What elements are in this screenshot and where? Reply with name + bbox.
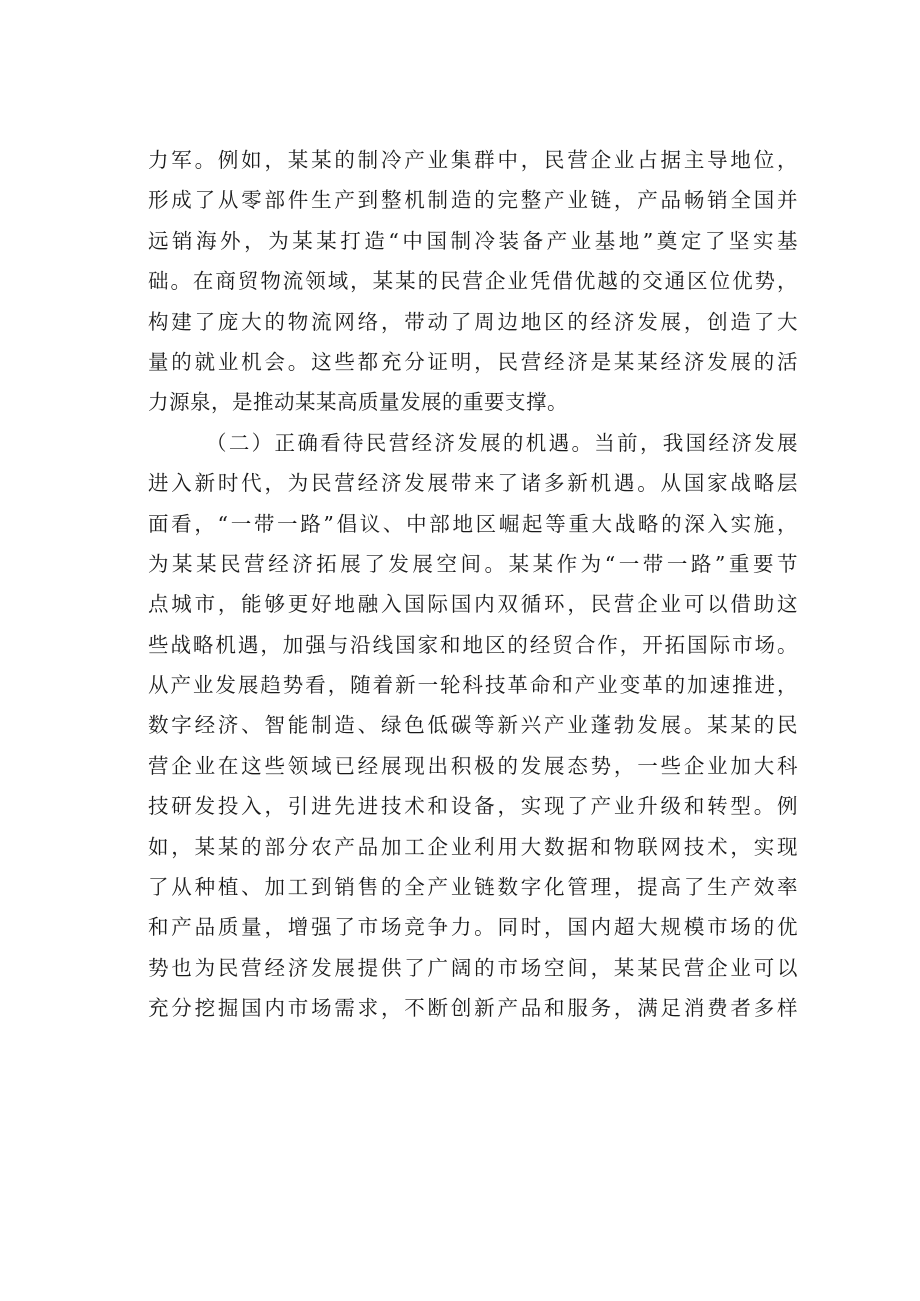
text-line: 营企业在这些领域已经展现出积极的发展态势，一些企业加大科 — [148, 753, 798, 778]
text-line: 充分挖掘国内市场需求，不断创新产品和服务，满足消费者多样 — [148, 996, 798, 1021]
body-text — [148, 140, 798, 1029]
text-line: 力军。例如，某某的制冷产业集群中，民营企业占据主导地位， — [148, 148, 798, 172]
text-line: 如，某某的部分农产品加工企业利用大数据和物联网技术，实现 — [148, 834, 798, 859]
text-line: 从产业发展趋势看，随着新一轮科技革命和产业变革的加速推进， — [148, 673, 798, 698]
text-line: 点城市，能够更好地融入国际国内双循环，民营企业可以借助这 — [148, 592, 798, 617]
text-line: 数字经济、智能制造、绿色低碳等新兴产业蓬勃发展。某某的民 — [148, 713, 798, 738]
text-line: 技研发投入，引进先进技术和设备，实现了产业升级和转型。例 — [148, 794, 798, 819]
text-line: 远销海外，为某某打造“中国制冷装备产业基地”奠定了坚实基 — [148, 228, 798, 253]
text-line: 势也为民营经济发展提供了广阔的市场空间，某某民营企业可以 — [148, 955, 798, 980]
text-line: 了从种植、加工到销售的全产业链数字化管理，提高了生产效率 — [148, 875, 798, 900]
text-line: 进入新时代，为民营经济发展带来了诸多新机遇。从国家战略层 — [148, 471, 798, 496]
text-line: 些战略机遇，加强与沿线国家和地区的经贸合作，开拓国际市场。 — [148, 632, 798, 657]
text-line: 面看，“一带一路”倡议、中部地区崛起等重大战略的深入实施， — [148, 511, 798, 536]
text-line: 为某某民营经济拓展了发展空间。某某作为“一带一路”重要节 — [148, 551, 798, 576]
text-line: 和产品质量，增强了市场竞争力。同时，国内超大规模市场的优 — [148, 915, 798, 940]
text-line: 力源泉，是推动某某高质量发展的重要支撑。 — [148, 390, 568, 415]
text-line: 础。在商贸物流领域，某某的民营企业凭借优越的交通区位优势， — [148, 269, 798, 294]
text-line: 量的就业机会。这些都充分证明，民营经济是某某经济发展的活 — [148, 349, 798, 374]
text-line: 构建了庞大的物流网络，带动了周边地区的经济发展，创造了大 — [148, 309, 798, 334]
section-heading-line: （二）正确看待民营经济发展的机遇。当前，我国经济发展 — [206, 430, 798, 455]
text-line: 形成了从零部件生产到整机制造的完整产业链，产品畅销全国并 — [148, 188, 798, 213]
